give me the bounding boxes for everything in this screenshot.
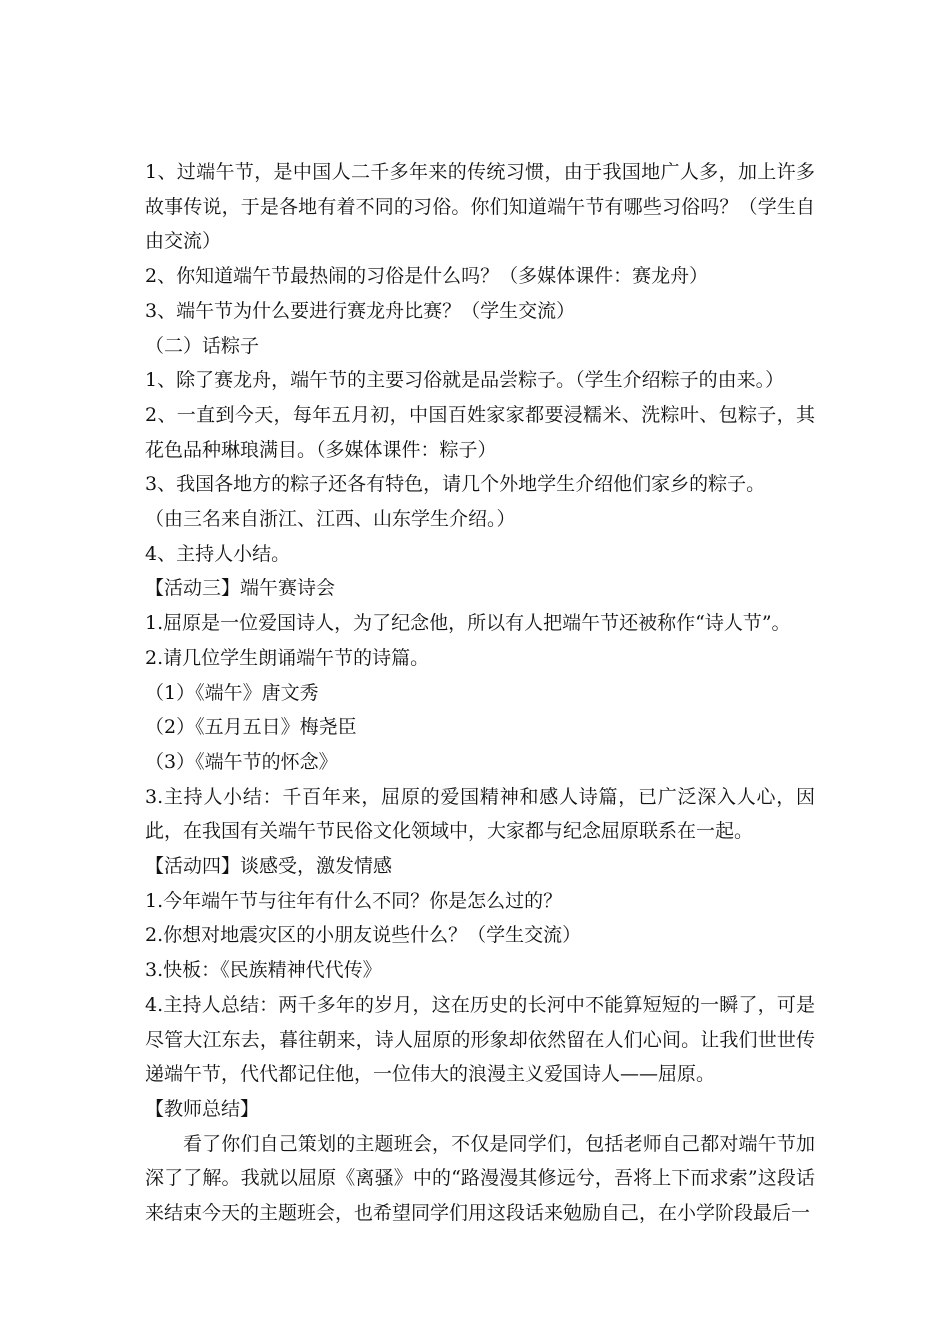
- poem-item-2: （2）《五月五日》梅尧臣: [145, 716, 357, 739]
- paragraph-custom-intro: 1、过端午节，是中国人二千多年来的传统习惯，由于我国地广人多，加上许多故事传说，于是各地有着不同的习俗。你们知道端午节有哪些习俗吗？（学生自由交流）: [145, 161, 815, 253]
- paragraph-zongzi-varieties: 2、一直到今天，每年五月初，中国百姓家家都要浸糯米、洗粽叶、包粽子，其花色品种琳琅满目。（多媒体课件：粽子）: [145, 403, 815, 461]
- paragraph-zongzi-regional: 3、我国各地方的粽子还各有特色，请几个外地学生介绍他们家乡的粽子。: [145, 473, 766, 496]
- activity-four-heading: 【活动四】谈感受，激发情感: [145, 855, 393, 878]
- paragraph-dragon-boat-question: 2、你知道端午节最热闹的习俗是什么吗？（多媒体课件：赛龙舟）: [145, 265, 709, 288]
- document-body: [145, 155, 815, 1231]
- poem-item-3: （3）《端午节的怀念》: [145, 750, 338, 773]
- paragraph-poem-recital: 2.请几位学生朗诵端午节的诗篇。: [145, 646, 430, 669]
- paragraph-teacher-summary: 看了你们自己策划的主题班会，不仅是同学们，包括老师自己都对端午节加深了了解。我就以屈原《离骚》中的“路漫漫其修远兮，吾将上下而求索”这段话来结束今天的主题班会，也希望同学们用这段话来勉励自己，在小学阶段最后一: [145, 1132, 815, 1225]
- paragraph-host-conclusion: 4.主持人总结：两千多年的岁月，这在历史的长河中不能算短短的一瞬了，可是尽管大江东去，暮往朝来，诗人屈原的形象却依然留在人们心间。让我们世世传递端午节，代代都记住他，一位伟大的浪漫主义爱国诗人——屈原。: [145, 993, 815, 1086]
- section-heading-zongzi: （二）话粽子: [145, 334, 260, 357]
- paragraph-kuaiban: 3.快板：《民族精神代代传》: [145, 959, 382, 982]
- paragraph-zongzi-custom: 1、除了赛龙舟，端午节的主要习俗就是品尝粽子。（学生介绍粽子的由来。）: [145, 369, 785, 392]
- paragraph-student-intro-note: （由三名来自浙江、江西、山东学生介绍。）: [145, 508, 516, 531]
- paragraph-qu-yuan-poet: 1.屈原是一位爱国诗人，为了纪念他，所以有人把端午节还被称作“诗人节”。: [145, 612, 791, 635]
- activity-three-heading: 【活动三】端午赛诗会: [145, 577, 336, 600]
- paragraph-earthquake-question: 2.你想对地震灾区的小朋友说些什么？（学生交流）: [145, 924, 582, 947]
- paragraph-this-year-question: 1.今年端午节与往年有什么不同？你是怎么过的？: [145, 889, 563, 912]
- paragraph-dragon-boat-reason: 3、端午节为什么要进行赛龙舟比赛？（学生交流）: [145, 299, 576, 322]
- teacher-summary-heading: 【教师总结】: [145, 1097, 260, 1120]
- poem-item-1: （1）《端午》唐文秀: [145, 681, 319, 704]
- paragraph-host-summary-poems: 3.主持人小结：千百年来，屈原的爱国精神和感人诗篇，已广泛深入人心，因此，在我国有关端午节民俗文化领域中，大家都与纪念屈原联系在一起。: [145, 785, 815, 843]
- paragraph-host-summary: 4、主持人小结。: [145, 542, 291, 565]
